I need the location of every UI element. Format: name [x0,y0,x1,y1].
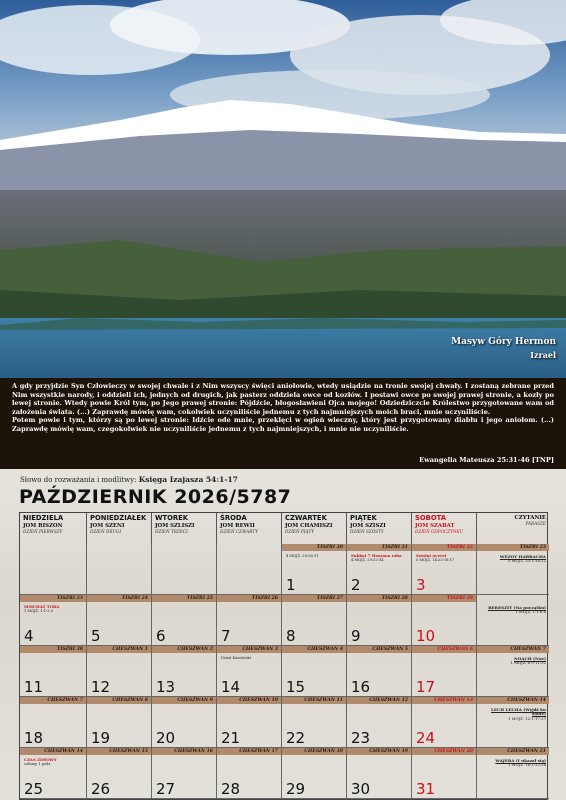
parasha-reading [480,657,546,666]
hebrew-date: CHESZWAN 19 [369,749,408,754]
day-cell [87,748,152,799]
parasha-title: LECH LECHA (Wyjdź ku sobie) [490,707,546,717]
day-number: 16 [351,678,371,696]
study-line [20,475,238,484]
weekday-header [87,513,152,544]
weekday-translation: DZIEŃ SZÓSTY [350,528,384,534]
hebrew-date: CHESZWAN 8 [112,698,148,703]
day-number: 11 [24,678,44,696]
weekday-name: PONIEDZIAŁEK [90,514,147,522]
parasha-reading [480,606,546,615]
weekday-hebrew: CZYTANIE [514,515,546,521]
photo-title: Masyw Góry Hermon [451,337,556,347]
day-number: 28 [221,780,241,798]
day-cell [347,748,412,799]
hebrew-date: CHESZWAN 20 [434,749,473,754]
day-number: 5 [91,627,101,645]
parasha-cell [477,595,549,646]
day-note-text: 1 MOJŻ. 1:1-2:3 [24,609,54,614]
hebrew-date: TISZRI 30 [56,647,83,652]
day-cell [20,697,87,748]
day-cell [152,697,217,748]
hebrew-date: TISZRI 20 [316,545,343,550]
hebrew-date: TISZRI 28 [381,596,408,601]
day-cell [152,748,217,799]
day-cell [282,595,347,646]
hebrew-date: CHESZWAN 3 [242,647,278,652]
day-cell [412,646,477,697]
study-label: Słowo do rozważania i modlitwy: [20,476,137,484]
weekday-hebrew: JOM SZLISZI [155,522,195,529]
month-title: PAŹDZIERNIK 2026/5787 [19,486,292,508]
weekday-translation: DZIEŃ ODPOCZYNKU [415,528,464,534]
parasha-text: 1 MOJŻ. 6:9-11:32 [510,660,546,666]
day-note-title: CZAS ZIMOWY [24,757,57,762]
day-note [416,554,473,562]
hermon-photo [0,0,566,378]
day-note-text: 4 MOJŻ. 29:32-34 [351,558,384,563]
day-number: 29 [286,780,306,798]
hebrew-date: CHESZWAN 10 [239,698,278,703]
day-cell [347,544,412,595]
parasha-cell [477,544,549,595]
weekday-header [217,513,282,544]
day-number: 4 [24,627,34,645]
day-cell [347,595,412,646]
day-number: 1 [286,576,296,594]
day-cell [152,544,217,595]
day-note [351,554,408,562]
hebrew-date: CHESZWAN 2 [177,647,213,652]
day-number: 12 [91,678,111,696]
parasha-reading [480,759,546,768]
hebrew-date: CHESZWAN 7 [510,647,546,652]
weekday-hebrew: JOM REWII [220,522,255,529]
hebrew-date: CHESZWAN 7 [47,698,83,703]
day-note-text: Dzień Kaszubski [221,656,251,660]
day-note [221,656,278,660]
hebrew-date: TISZRI 21 [381,545,408,550]
day-number: 10 [416,627,436,645]
day-number: 14 [221,678,241,696]
day-cell [20,748,87,799]
weekday-header [152,513,217,544]
day-number: 2 [351,576,361,594]
hebrew-date: CHESZWAN 12 [369,698,408,703]
day-number: 25 [24,780,44,798]
scripture-paragraph: Potem powie i tym, którzy są po lewej stronie: Idźcie ode mnie, przeklęci w ogień wieczny, który jest przygotowany diabłu i jego aniołom. (...) Zaprawdę mówię wam, czegokolwiek nie uczyniliście jednemu z tych najmniejszych, i mnie nie uczyniliście. [12,416,554,433]
day-number: 13 [156,678,176,696]
scripture-source: Ewangelia Mateusza 25:31-46 [TNP] [419,456,554,464]
hebrew-date: CHESZWAN 18 [304,749,343,754]
parasha-cell [477,646,549,697]
weekday-name: NIEDZIELA [23,514,64,522]
day-cell [282,544,347,595]
day-note [286,554,343,558]
hebrew-date: CHESZWAN 4 [307,647,343,652]
day-cell [87,646,152,697]
weekday-translation: DZIEŃ DRUGI [90,528,122,534]
parasha-text: 1 MOJŻ. 18:1-22:24 [508,762,546,768]
weekday-name: WTOREK [155,514,189,522]
weekday-header [477,513,549,544]
weekday-translation: DZIEŃ PIERWSZY [23,528,63,534]
photo-subtitle: Izrael [530,350,556,360]
parasha-text: 5 MOJŻ. 33:1-34:12 [508,558,546,564]
day-number: 18 [24,729,44,747]
day-number: 27 [156,780,176,798]
day-note [24,758,83,766]
day-number: 23 [351,729,371,747]
day-number: 3 [416,576,426,594]
weekday-translation: DZIEŃ CZWARTY [220,528,258,534]
day-cell [412,748,477,799]
hebrew-date: CHESZWAN 15 [109,749,148,754]
day-note-title: Szmini Aceret [416,553,447,558]
parasha-cell [477,697,549,748]
day-cell [217,595,282,646]
day-cell [217,544,282,595]
hebrew-date: TISZRI 23 [56,596,83,601]
weekday-hebrew: JOM SZENI [90,522,125,529]
hebrew-date: CHESZWAN 21 [507,749,546,754]
day-cell [282,748,347,799]
weekday-name: CZWARTEK [285,514,327,522]
day-cell [87,697,152,748]
hebrew-date: CHESZWAN 1 [112,647,148,652]
day-number: 31 [416,780,436,798]
hebrew-date: CHESZWAN 11 [304,698,343,703]
weekday-hebrew: JOM RISZON [23,522,63,529]
day-cell [217,697,282,748]
day-note-title: Sukkot 7 Hoszana raba [351,553,402,558]
hebrew-date: CHESZWAN 13 [434,698,473,703]
parasha-cell [477,748,549,799]
calendar-section [0,469,566,800]
calendar-grid [19,512,548,800]
parasha-title: WAJERA (I ukazał się) [495,758,546,763]
parasha-text: 1 MOJŻ. 1:1-6:8 [515,609,546,615]
weekday-hebrew: JOM SZISZI [350,522,386,529]
hebrew-date: CHESZWAN 6 [437,647,473,652]
weekday-header [282,513,347,544]
parasha-reading [480,708,546,721]
day-cell [20,595,87,646]
day-cell [217,646,282,697]
weekday-header [20,513,87,544]
day-number: 24 [416,729,436,747]
weekday-name: SOBOTA [415,514,447,522]
day-cell [20,544,87,595]
day-number: 20 [156,729,176,747]
weekday-hebrew: JOM SZABAT [415,522,455,529]
parasha-title: NOACH (Noe) [514,656,546,661]
day-note-title: SIMCHAT TORA [24,604,60,609]
hebrew-date: CHESZWAN 16 [174,749,213,754]
study-reference: Księga Izajasza 54:1-17 [138,475,238,484]
parasha-title: BERESZIT (Na początku) [488,605,546,610]
day-cell [20,646,87,697]
day-number: 26 [91,780,111,798]
weekday-hebrew: JOM CHAMISZI [285,522,333,529]
weekday-header [347,513,412,544]
day-number: 19 [91,729,111,747]
day-cell [152,595,217,646]
day-number: 30 [351,780,371,798]
day-note-text: 4 MOJŻ. 29:26-31 [286,554,319,558]
hebrew-date: TISZRI 27 [316,596,343,601]
day-cell [282,697,347,748]
day-number: 15 [286,678,306,696]
day-cell [347,646,412,697]
day-cell [412,697,477,748]
hebrew-date: CHESZWAN 5 [372,647,408,652]
scripture-paragraph: A gdy przyjdzie Syn Człowieczy w swojej chwale i z Nim wszyscy święci aniołowie, wtedy usiądzie na tronie swojej chwały. I zostaną zebrane przed Nim wszystkie narody, i oddzieli ich, jednych od drugich, jak pasterz oddziela owce od kozłów. I postawi owce po swojej prawej stronie, a kozły po lewej stronie. Wtedy powie Król tym, po Jego prawej stronie: Pójdźcie, błogosławieni Ojca mojego! Odziedziczcie Królestwo przygotowane wam od założenia świata. (...) Zaprawdę mówię wam, cokolwiek uczyniliście jednemu z tych najmniejszych moich braci, mnie uczyniliście. [12,382,554,416]
day-number: 6 [156,627,166,645]
day-cell [152,646,217,697]
day-number: 9 [351,627,361,645]
hebrew-date: CHESZWAN 17 [239,749,278,754]
day-number: 7 [221,627,231,645]
day-cell [87,595,152,646]
hebrew-date: TISZRI 22 [446,545,473,550]
hebrew-date: CHESZWAN 9 [177,698,213,703]
day-cell [282,646,347,697]
weekday-header [412,513,477,544]
hebrew-date: CHESZWAN 14 [507,698,546,703]
weekday-name: ŚRODA [220,514,247,522]
weekday-translation: DZIEŃ TRZECI [155,528,188,534]
day-cell [87,544,152,595]
hebrew-date: CHESZWAN 14 [44,749,83,754]
scripture-block [0,378,566,469]
hebrew-date: TISZRI 26 [251,596,278,601]
weekday-translation: PARASZE [525,521,546,526]
parasha-title: WEZOT HABRACHA [499,554,546,559]
hebrew-date: TISZRI 24 [121,596,148,601]
day-number: 22 [286,729,306,747]
landscape-image [0,0,566,378]
day-number: 8 [286,627,296,645]
hebrew-date: TISZRI 23 [519,545,546,550]
day-number: 17 [416,678,436,696]
day-note-text: 5 MOJŻ. 14:22-16:17 [416,558,455,563]
hebrew-date: TISZRI 25 [186,596,213,601]
parasha-text: 1 MOJŻ. 12:1-17:27 [508,715,546,721]
day-cell [347,697,412,748]
day-note-text: cofamy 1 godz. [24,762,52,767]
hebrew-date: TISZRI 29 [446,596,473,601]
weekday-name: PIĄTEK [350,514,377,522]
day-cell [412,595,477,646]
day-number: 21 [221,729,241,747]
weekday-translation: DZIEŃ PIĄTY [285,528,315,534]
day-cell [412,544,477,595]
day-cell [217,748,282,799]
parasha-reading [480,555,546,564]
day-note [24,605,83,613]
